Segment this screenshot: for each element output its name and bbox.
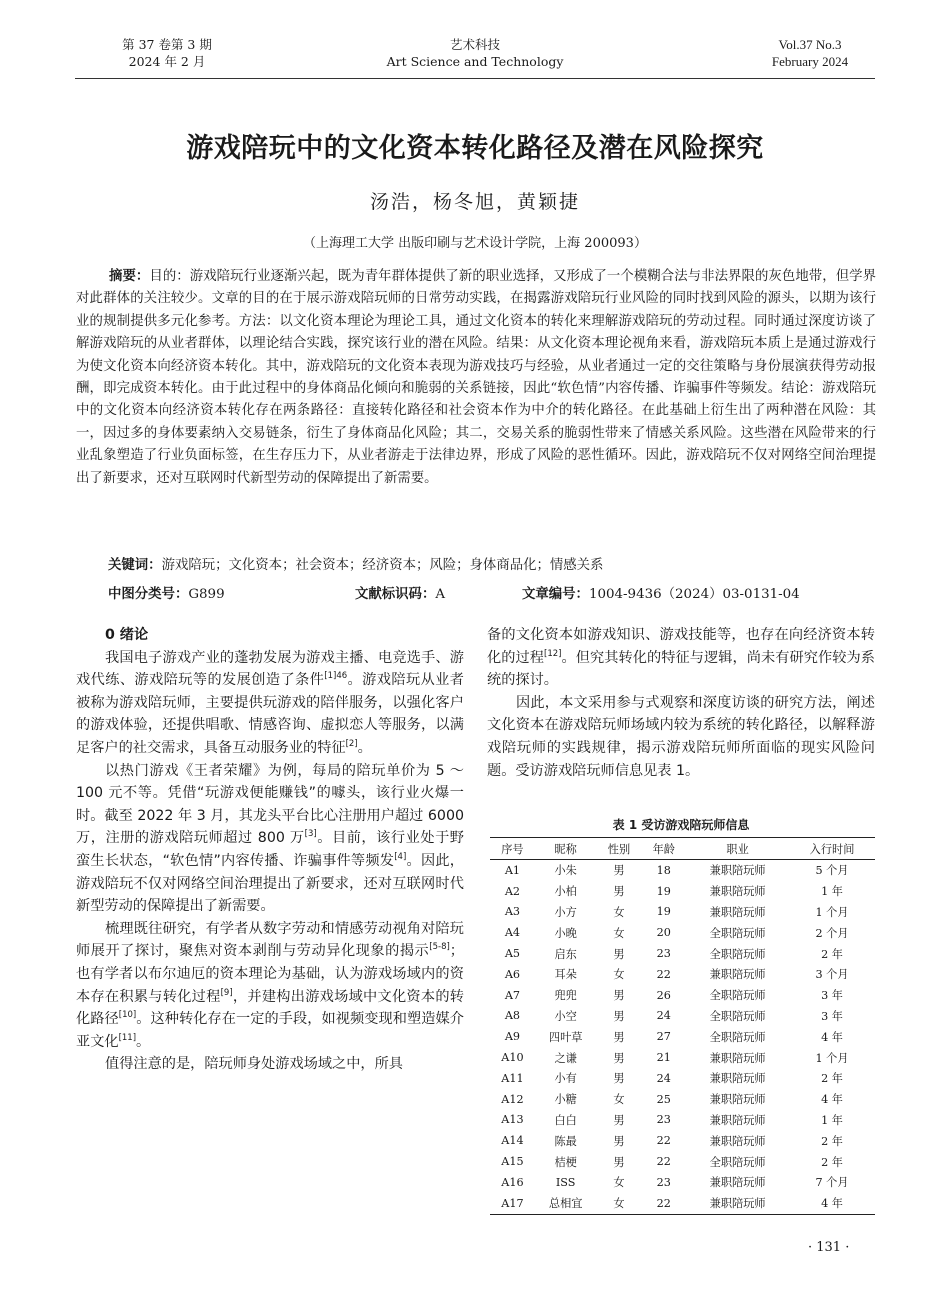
interviewee-table bbox=[490, 837, 875, 1215]
table-cell: A8 bbox=[504, 1009, 521, 1023]
text-run: ，并建构出游戏场域中文化资本的转化路径 bbox=[76, 988, 464, 1028]
table-cell: 24 bbox=[656, 1009, 671, 1023]
text-run: 。这种转化存在一定的手段，如视频变现和塑造媒介亚文化 bbox=[76, 1011, 464, 1050]
paragraph bbox=[76, 918, 464, 1054]
text-run: 我国电子游戏产业的蓬勃发展为游戏主播、电竞选手、游戏代练、游戏陪玩等的发展创造了条件 bbox=[76, 649, 464, 689]
table-row bbox=[490, 922, 875, 943]
journal-name-cn: 艺术科技 bbox=[449, 37, 500, 52]
journal-volume-header-en bbox=[755, 36, 865, 70]
citation: [9] bbox=[220, 987, 233, 998]
table-cell: 小朱 bbox=[554, 864, 577, 878]
table-cell: ISS bbox=[555, 1175, 576, 1189]
table-cell: 兼职陪玩师 bbox=[709, 1134, 766, 1148]
table-row bbox=[490, 1193, 875, 1214]
text-run: 。 bbox=[357, 739, 372, 756]
page-number: · 131 · bbox=[808, 1240, 850, 1255]
table-cell: 兼职陪玩师 bbox=[709, 905, 766, 919]
table-row bbox=[490, 1068, 875, 1089]
table-row bbox=[490, 1130, 875, 1151]
table-cell: 总相宜 bbox=[535, 1193, 597, 1214]
table-cell: 男 bbox=[613, 1009, 625, 1023]
citation: [4] bbox=[394, 851, 407, 862]
table-cell: 男 bbox=[613, 1030, 625, 1044]
table-cell: 兼职陪玩师 bbox=[709, 1176, 766, 1190]
author-affiliation: （上海理工大学 出版印刷与艺术设计学院，上海 200093） bbox=[303, 236, 647, 251]
table-cell: 女 bbox=[613, 1176, 625, 1190]
table-cell: 全职陪玩师 bbox=[709, 1155, 766, 1169]
table-cell: 27 bbox=[656, 1030, 671, 1044]
doc-value: A bbox=[435, 587, 446, 602]
table-cell: 兼职陪玩师 bbox=[709, 885, 766, 899]
table-cell: 1 个月 bbox=[815, 1051, 849, 1065]
table-cell: 陈最 bbox=[554, 1134, 577, 1148]
table-cell: 男 bbox=[613, 885, 625, 899]
table-cell: 2 年 bbox=[821, 1134, 843, 1148]
table-cell: 1 年 bbox=[821, 885, 843, 899]
table-row bbox=[490, 985, 875, 1006]
table-row bbox=[490, 1026, 875, 1047]
paper-authors: 汤浩，杨冬旭，黄颖捷 bbox=[369, 191, 580, 213]
table-cell: 男 bbox=[613, 1134, 625, 1148]
table-cell: 耳朵 bbox=[554, 968, 577, 982]
table-row bbox=[490, 860, 875, 881]
citation: [11] bbox=[118, 1032, 137, 1043]
table-cell: 男 bbox=[613, 864, 625, 878]
abstract-label: 摘要： bbox=[109, 269, 150, 284]
table-cell: 兼职陪玩师 bbox=[709, 864, 766, 878]
table-body bbox=[490, 860, 875, 1215]
table-cell: 4 年 bbox=[789, 1193, 875, 1214]
table-row bbox=[490, 881, 875, 902]
citation: [2] bbox=[345, 738, 358, 749]
table-cell: 女 bbox=[613, 905, 625, 919]
table-cell: 4 年 bbox=[821, 1030, 843, 1044]
citation: [12] bbox=[544, 648, 562, 659]
journal-volume-header bbox=[112, 36, 222, 70]
table-cell: 2 年 bbox=[821, 1155, 843, 1169]
table-cell: 全职陪玩师 bbox=[709, 1009, 766, 1023]
table-cell: 22 bbox=[656, 1134, 671, 1148]
table-cell: A7 bbox=[504, 988, 521, 1002]
table-cell: A11 bbox=[501, 1071, 524, 1085]
table-cell: 男 bbox=[613, 1072, 625, 1086]
table-cell: 全职陪玩师 bbox=[709, 1030, 766, 1044]
table-cell: 22 bbox=[656, 967, 671, 981]
table-cell: 小晚 bbox=[554, 926, 577, 940]
table-cell: 男 bbox=[613, 989, 625, 1003]
table-cell: 小方 bbox=[554, 905, 577, 919]
citation: [3] bbox=[304, 829, 317, 840]
keywords-label: 关键词： bbox=[108, 558, 162, 573]
table-cell: 3 个月 bbox=[815, 968, 849, 982]
table-cell: A13 bbox=[501, 1113, 524, 1127]
column-header: 职业 bbox=[686, 838, 789, 860]
abstract bbox=[76, 266, 876, 490]
table-cell: 20 bbox=[656, 926, 671, 940]
volume-issue-en: Vol.37 No.3 bbox=[778, 37, 842, 52]
table-cell: 男 bbox=[613, 947, 625, 961]
table-cell: 19 bbox=[656, 905, 671, 919]
table-header-row bbox=[490, 838, 875, 860]
column-header: 入行时间 bbox=[789, 838, 875, 860]
table-row bbox=[490, 943, 875, 964]
table-cell: 21 bbox=[656, 1051, 671, 1065]
paragraph bbox=[76, 647, 464, 760]
table-cell: 全职陪玩师 bbox=[709, 947, 766, 961]
paragraph: 因此，本文采用参与式观察和深度访谈的研究方法，阐述文化资本在游戏陪玩师场域内较为系统的转化路径，以解释游戏陪玩师的实践规律，揭示游戏陪玩师所面临的现实风险问题。受访游戏陪玩师信息见表 1。 bbox=[487, 694, 875, 779]
text-run: 梳理既往研究，有学者从数字劳动和情感劳动视角对陪玩师展开了探讨，聚焦对资本剥削与劳动异化现象的揭示 bbox=[76, 920, 464, 960]
document-code bbox=[355, 584, 445, 606]
table-cell: 女 bbox=[613, 926, 625, 940]
text-run: 备的文化资本如游戏知识、游戏技能等，也存在向经济资本转化的过程 bbox=[487, 627, 875, 666]
article-value: 1004-9436（2024）03-0131-04 bbox=[588, 587, 800, 602]
table-cell: A14 bbox=[501, 1134, 524, 1148]
keywords bbox=[108, 555, 878, 577]
publication-date-en: February 2024 bbox=[771, 54, 849, 69]
text-run: 。 bbox=[136, 1033, 151, 1050]
table-cell: 小空 bbox=[554, 1009, 577, 1023]
table-row bbox=[490, 1006, 875, 1027]
doc-label: 文献标识码： bbox=[355, 587, 436, 602]
table-cell: 3 年 bbox=[821, 1009, 843, 1023]
journal-name-header bbox=[380, 36, 570, 70]
table-cell: A9 bbox=[504, 1030, 521, 1044]
table-cell: A5 bbox=[504, 947, 521, 961]
table-cell: 25 bbox=[656, 1092, 671, 1106]
table-cell: 启东 bbox=[554, 947, 577, 961]
table-row bbox=[490, 964, 875, 985]
table-row bbox=[490, 1110, 875, 1131]
keywords-text: 游戏陪玩；文化资本；社会资本；经济资本；风险；身体商品化；情感关系 bbox=[161, 558, 604, 573]
table-cell: A1 bbox=[504, 863, 521, 877]
table-cell: 桔梗 bbox=[554, 1155, 577, 1169]
article-label: 文章编号： bbox=[522, 587, 589, 602]
table-cell: 女 bbox=[613, 968, 625, 982]
volume-issue: 第 37 卷第 3 期 bbox=[122, 37, 212, 52]
text-run: 。目前，该行业处于野蛮生长状态，“软色情”内容传播、诈骗事件等频发 bbox=[76, 830, 464, 869]
article-number bbox=[522, 584, 800, 606]
citation: [10] bbox=[118, 1010, 137, 1021]
table-cell: 4 年 bbox=[821, 1093, 843, 1107]
text-run: 。因此，游戏陪玩不仅对网络空间治理提出了新要求，还对互联网时代新型劳动的保障提出了新需要。 bbox=[76, 852, 464, 915]
table-cell: 女 bbox=[597, 1193, 642, 1214]
table-cell: 19 bbox=[656, 884, 671, 898]
table-cell: A15 bbox=[501, 1155, 524, 1169]
clc-value: G899 bbox=[188, 587, 225, 602]
table-cell: 22 bbox=[641, 1193, 686, 1214]
table-cell: 18 bbox=[656, 863, 671, 877]
column-header: 昵称 bbox=[535, 838, 597, 860]
table-cell: 3 年 bbox=[821, 989, 843, 1003]
table-cell: 22 bbox=[656, 1155, 671, 1169]
table-cell: A4 bbox=[504, 926, 521, 940]
text-run: 。但究其转化的特征与逻辑，尚未有研究作较为系统的探讨。 bbox=[487, 649, 875, 689]
table-cell: 26 bbox=[656, 988, 671, 1002]
table-cell: A17 bbox=[490, 1193, 535, 1214]
table-row bbox=[490, 1089, 875, 1110]
abstract-text: 目的：游戏陪玩行业逐渐兴起，既为青年群体提供了新的职业选择，又形成了一个模糊合法与非法界限的灰色地带，但学界对此群体的关注较少。文章的目的在于展示游戏陪玩师的日常劳动实践，在揭露游戏陪玩行业风险的同时找到风险的源头，以期为该行业的规制提供多元化参考。方法：以文化资本理论为理论工具，通过文化资本的转化来理解游戏陪玩的劳动过程。同时通过深度访谈了解游戏陪玩的从业者群体，以理论结合实践，探究该行业的潜在风险。结果：从文化资本理论视角来看，游戏陪玩本质上是通过游戏行为使文化资本向经济资本转化。其中，游戏陪玩的文化资本表现为游戏技巧与经验，从业者通过一定的交往策略与身份展演获得劳动报酬，即完成资本转化。由于此过程中的身体商品化倾向和脆弱的关系链接，因此“软色情”内容传播、诈骗事件等频发。结论：游戏陪玩中的文化资本向经济资本转化存在两条路径：直接转化路径和社会资本作为中介的转化路径。在此基础上衍生出了两种潜在风险：其一，因过多的身体要素纳入交易链条，衍生了身体商品化风险；其二，交易关系的脆弱性带来了情感关系风险。这些潜在风险带来的行业乱象塑造了行业负面标签，在生存压力下，从业者游走于法律边界，形成了风险的恶性循环。因此，游戏陪玩不仅对网络空间治理提出了新要求，还对互联网时代新型劳动的保障提出了新需要。 bbox=[76, 269, 876, 486]
table-cell: 7 个月 bbox=[815, 1176, 849, 1190]
text-run: 。游戏陪玩从业者被称为游戏陪玩师，主要提供玩游戏的陪伴服务，以强化客户的游戏体验，还提供唱歌、情感咨询、虚拟恋人等服务，以满足客户的社交需求，具备互动服务业的特征 bbox=[76, 672, 464, 756]
table-cell: 男 bbox=[613, 1051, 625, 1065]
table-cell: 24 bbox=[656, 1071, 671, 1085]
text-run: 以热门游戏《王者荣耀》为例，每局的陪玩单价为 5 ～ 100 元不等。凭借“玩游戏便能赚钱”的噱头，该行业火爆一时。截至 2022 年 3 月，其龙头平台比心注册用户超过 6000 万，注册的游戏陪玩师超过 800 万 bbox=[76, 762, 464, 847]
table-cell: 小有 bbox=[554, 1072, 577, 1086]
paragraph bbox=[76, 760, 464, 918]
paragraph bbox=[487, 624, 875, 692]
clc-label: 中图分类号： bbox=[108, 587, 189, 602]
column-header: 年龄 bbox=[641, 838, 686, 860]
table-cell: 女 bbox=[613, 1093, 625, 1107]
publication-date: 2024 年 2 月 bbox=[128, 54, 206, 69]
journal-name-en: Art Science and Technology bbox=[386, 54, 564, 69]
text-run: ；也有学者以布尔迪厄的资本理论为基础，认为游戏场域内的资本存在积累与转化过程 bbox=[76, 943, 464, 1005]
table-cell: 白白 bbox=[554, 1113, 577, 1127]
table-cell: 1 个月 bbox=[815, 905, 849, 919]
table-cell: A2 bbox=[504, 884, 521, 898]
table-cell: A12 bbox=[501, 1092, 524, 1106]
section-heading: 0 绪论 bbox=[105, 627, 149, 643]
clc-number bbox=[108, 584, 225, 606]
table-row bbox=[490, 1047, 875, 1068]
table-cell: 之谦 bbox=[554, 1051, 577, 1065]
body-right-column bbox=[487, 624, 875, 782]
table-cell: A6 bbox=[504, 967, 521, 981]
table-cell: 23 bbox=[656, 1113, 671, 1127]
table-caption: 表 1 受访游戏陪玩师信息 bbox=[612, 818, 750, 832]
table-cell: 男 bbox=[613, 1113, 625, 1127]
citation: [5-8] bbox=[429, 942, 450, 953]
header-divider bbox=[75, 78, 875, 79]
table-cell: 小柏 bbox=[554, 885, 577, 899]
table-cell: 2 年 bbox=[821, 947, 843, 961]
table-cell: 2 个月 bbox=[815, 926, 849, 940]
table-cell: 兼职陪玩师 bbox=[686, 1193, 789, 1214]
table-cell: 23 bbox=[656, 947, 671, 961]
table-cell: A3 bbox=[504, 905, 521, 919]
table-cell: 兼职陪玩师 bbox=[709, 1113, 766, 1127]
table-cell: 兜兜 bbox=[554, 989, 577, 1003]
table-cell: 小糖 bbox=[554, 1093, 577, 1107]
table-cell: 兼职陪玩师 bbox=[709, 1093, 766, 1107]
table-row bbox=[490, 1172, 875, 1193]
table-cell: 2 年 bbox=[821, 1072, 843, 1086]
table-cell: 全职陪玩师 bbox=[709, 989, 766, 1003]
paper-title: 游戏陪玩中的文化资本转化路径及潜在风险探究 bbox=[186, 133, 764, 164]
table-cell: 四叶草 bbox=[548, 1030, 583, 1044]
paragraph: 值得注意的是，陪玩师身处游戏场域之中，所具 bbox=[105, 1056, 403, 1073]
body-left-column bbox=[76, 624, 464, 1076]
table-cell: A16 bbox=[501, 1175, 524, 1189]
table-cell: 1 年 bbox=[821, 1113, 843, 1127]
table-cell: 男 bbox=[613, 1155, 625, 1169]
citation: [1]46 bbox=[324, 671, 348, 682]
table-cell: 23 bbox=[656, 1175, 671, 1189]
table-row bbox=[490, 902, 875, 923]
table-cell: 5 个月 bbox=[815, 864, 849, 878]
table-row bbox=[490, 1151, 875, 1172]
column-header: 序号 bbox=[490, 838, 535, 860]
table-cell: 兼职陪玩师 bbox=[709, 1051, 766, 1065]
table-cell: A10 bbox=[501, 1051, 524, 1065]
column-header: 性别 bbox=[597, 838, 642, 860]
table-cell: 全职陪玩师 bbox=[709, 926, 766, 940]
table-cell: 兼职陪玩师 bbox=[709, 968, 766, 982]
table-cell: 兼职陪玩师 bbox=[709, 1072, 766, 1086]
